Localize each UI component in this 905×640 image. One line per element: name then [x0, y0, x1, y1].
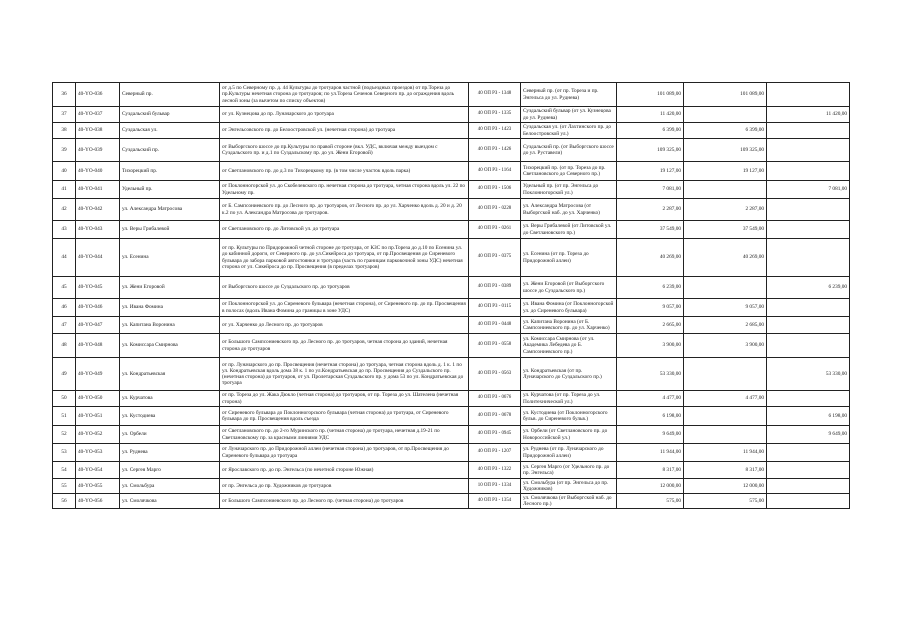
road-class-cell: 40 ОП РЗ - 1207: [469, 444, 521, 462]
total-area-cell: 53 330,00: [617, 358, 684, 391]
street-name-cell: ул. Комиссара Смирнова: [120, 334, 220, 358]
total-area-cell: 8 317,00: [617, 462, 684, 479]
street-name-cell: Северный пр.: [120, 83, 220, 107]
table-row: [53, 494, 850, 509]
total-area-cell: 2 287,00: [617, 199, 684, 221]
area-column-3-cell: 7 081,00: [767, 181, 850, 199]
row-number-cell: 43: [53, 221, 76, 239]
object-code-cell: 40-YO-048: [76, 334, 120, 358]
road-extent-cell: ул. Руднева (от пр. Луначарского до Придорожной аллеи): [521, 444, 617, 462]
row-number-cell: 38: [53, 123, 76, 139]
table-row: [53, 83, 850, 107]
object-code-cell: 40-YO-037: [76, 107, 120, 123]
row-number-cell: 51: [53, 407, 76, 426]
row-number-cell: 49: [53, 358, 76, 391]
object-code-cell: 40-YO-046: [76, 299, 120, 317]
row-number-cell: 50: [53, 391, 76, 407]
row-number-cell: 53: [53, 444, 76, 462]
object-code-cell: 40-YO-040: [76, 162, 120, 181]
object-code-cell: 40-YO-049: [76, 358, 120, 391]
row-number-cell: 44: [53, 239, 76, 277]
table-row: [53, 239, 850, 277]
area-description-cell: от пр. Энгельса до пр. Художников до тротуаров: [220, 479, 469, 494]
road-extent-cell: ул. Есенина (от пр. Тореза до Придорожной аллеи): [521, 239, 617, 277]
row-number-cell: 37: [53, 107, 76, 123]
road-extent-cell: ул. Орбели (от Светлановского пр. до Новороссийской ул.): [521, 426, 617, 444]
road-extent-cell: Суздальский пр. (от Выборгского шоссе до ул. Руставели): [521, 139, 617, 162]
area-column-3-cell: 11 420,00: [767, 107, 850, 123]
area-column-3-cell: [767, 83, 850, 107]
object-code-cell: 40-YO-045: [76, 277, 120, 299]
area-description-cell: от Энгельсовского пр. до Белоостровской ул. (нечетная сторона) до тротуара: [220, 123, 469, 139]
area-column-3-cell: [767, 139, 850, 162]
object-code-cell: 40-YO-050: [76, 391, 120, 407]
row-number-cell: 54: [53, 462, 76, 479]
area-column-2-cell: 8 317,00: [684, 462, 767, 479]
row-number-cell: 45: [53, 277, 76, 299]
area-column-2-cell: [684, 426, 767, 444]
street-name-cell: Суздальская ул.: [120, 123, 220, 139]
area-description-cell: от Большого Сампсониевского пр. до Лесного пр. до тротуаров, четная сторона до зданий, нечетная сторона до тротуаров: [220, 334, 469, 358]
street-name-cell: ул. Смольбура: [120, 479, 220, 494]
total-area-cell: 2 665,00: [617, 317, 684, 334]
area-column-3-cell: [767, 123, 850, 139]
object-code-cell: 40-YO-047: [76, 317, 120, 334]
total-area-cell: 6 198,00: [617, 407, 684, 426]
object-code-cell: 40-YO-051: [76, 407, 120, 426]
street-name-cell: ул. Веры Грибалевой: [120, 221, 220, 239]
table-body: [53, 83, 850, 509]
street-name-cell: ул. Кустодиева: [120, 407, 220, 426]
area-description-cell: от пр. Луначарского до пр. Просвещения (нечетная сторона) до тротуара, четная сторона вдоль д. 1 к. 1 по ул. Кондратьевская вдоль дома 38 к. 1 по ул.Кондратьевская до пр. Просвещения до Суздальского пр. (нечетная сторона) до тротуаров, от ул. Пролетарская Суздальского пр. у дома 53 по ул. Кондратьевская до тротуара: [220, 358, 469, 391]
road-extent-cell: ул. Ивана Фомина (от Поклонногорской ул. до Сиреневого бульвара): [521, 299, 617, 317]
area-column-3-cell: 9 649,00: [767, 426, 850, 444]
total-area-cell: 19 127,00: [617, 162, 684, 181]
area-description-cell: от Луначарского пр. до Придорожной аллеи (нечетная сторона) до тротуаров, от пр.Просвещения до Сиреневого бульвара до тротуара: [220, 444, 469, 462]
total-area-cell: 7 081,00: [617, 181, 684, 199]
street-name-cell: Удельный пр.: [120, 181, 220, 199]
row-number-cell: 36: [53, 83, 76, 107]
table-row: [53, 107, 850, 123]
area-column-2-cell: [684, 358, 767, 391]
area-column-3-cell: [767, 239, 850, 277]
road-extent-cell: ул. Кондратьевская (от пр. Луначарского до Суздальского пр.): [521, 358, 617, 391]
area-column-2-cell: 2 287,00: [684, 199, 767, 221]
area-column-2-cell: 2 685,00: [684, 317, 767, 334]
area-column-2-cell: 575,00: [684, 494, 767, 509]
area-column-2-cell: 9 057,00: [684, 299, 767, 317]
object-code-cell: 40-YO-054: [76, 462, 120, 479]
area-column-3-cell: [767, 462, 850, 479]
road-extent-cell: ул. Сергея Марго (от Удельного пр. до пр. Энгельса): [521, 462, 617, 479]
road-extent-cell: ул. Смолячкова (от Выборгской наб. до Лесного пр.): [521, 494, 617, 509]
total-area-cell: 6 399,00: [617, 123, 684, 139]
total-area-cell: 109 325,00: [617, 139, 684, 162]
road-extent-cell: Суздальская ул. (от Лахтинского пр. до Белоостровской ул.): [521, 123, 617, 139]
street-name-cell: Суздальский бульвар: [120, 107, 220, 123]
table-row: [53, 123, 850, 139]
area-column-2-cell: 12 000,00: [684, 479, 767, 494]
document-table-container: [52, 82, 849, 509]
object-code-cell: 40-YO-042: [76, 199, 120, 221]
area-column-2-cell: [684, 277, 767, 299]
area-description-cell: от пр. Культуры по Придорожной четной стороне до тротуара, от КЗС по пр.Тореза до д.10 по Есенина ул. до кабинной дороги, от Северного пр. до ул.Сикейроса до тротуара, от пр.Просвещения до Сиреневого бульвара до забора парковой автостоянки и тротуара (часть по границам парковочной зоны УДС) нечетная сторона от ул. Сикейроса до пр. Просвещения (в пределах тротуаров): [220, 239, 469, 277]
area-column-3-cell: 6 239,00: [767, 277, 850, 299]
table-row: [53, 299, 850, 317]
object-code-cell: 40-YO-043: [76, 221, 120, 239]
road-extent-cell: Северный пр. (от пр. Тореза и пр. Энгельса до ул. Руднева): [521, 83, 617, 107]
row-number-cell: 39: [53, 139, 76, 162]
street-name-cell: ул. Орбели: [120, 426, 220, 444]
row-number-cell: 56: [53, 494, 76, 509]
row-number-cell: 47: [53, 317, 76, 334]
road-class-cell: 40 ОП РЗ - 1426: [469, 139, 521, 162]
area-description-cell: от Выборгского шоссе до Суздальского пр. до тротуаров: [220, 277, 469, 299]
area-column-2-cell: [684, 107, 767, 123]
row-number-cell: 46: [53, 299, 76, 317]
road-class-cell: 10 ОП РЗ - 1334: [469, 479, 521, 494]
area-column-2-cell: 37 549,00: [684, 221, 767, 239]
total-area-cell: 40 269,00: [617, 239, 684, 277]
road-class-cell: 40 ОП РЗ - 1164: [469, 162, 521, 181]
row-number-cell: 52: [53, 426, 76, 444]
road-extent-cell: Суздальский бульвар (от ул. Кузнецова до ул. Руднева): [521, 107, 617, 123]
road-extent-cell: Тихорецкий пр. (от пр. Тореза до пр. Светлановского до Северного пр.): [521, 162, 617, 181]
total-area-cell: 11 944,00: [617, 444, 684, 462]
road-class-cell: 40 ОП РЗ - 0261: [469, 221, 521, 239]
table-row: [53, 181, 850, 199]
row-number-cell: 48: [53, 334, 76, 358]
area-column-3-cell: [767, 334, 850, 358]
area-column-2-cell: 19 127,00: [684, 162, 767, 181]
row-number-cell: 42: [53, 199, 76, 221]
street-name-cell: ул. Александра Матросова: [120, 199, 220, 221]
street-name-cell: ул. Руднева: [120, 444, 220, 462]
area-description-cell: от Большого Сампсониевского пр. до Лесного пр. (четная сторона) до тротуаров: [220, 494, 469, 509]
area-description-cell: от Сиреневого бульвара до Поклонногорского бульвара (четная сторона) до тротуара, от Сиреневого бульвара до пр. Просвещения вдоль съезда: [220, 407, 469, 426]
area-column-2-cell: [684, 407, 767, 426]
total-area-cell: 9 057,00: [617, 299, 684, 317]
road-extent-cell: ул. Веры Грибалевой (от Литовской ул. до Светлановского пр.): [521, 221, 617, 239]
area-description-cell: от пр. Тореза до ул. Жака Дюкло (четная сторона) до тротуаров, от пр. Тореза до ул. Шателена (нечетная сторона): [220, 391, 469, 407]
area-column-2-cell: 40 269,00: [684, 239, 767, 277]
street-name-cell: ул. Кондратьевская: [120, 358, 220, 391]
object-code-cell: 40-YO-055: [76, 479, 120, 494]
object-code-cell: 40-YO-056: [76, 494, 120, 509]
total-area-cell: 12 000,00: [617, 479, 684, 494]
object-code-cell: 40-YO-039: [76, 139, 120, 162]
total-area-cell: 11 420,00: [617, 107, 684, 123]
area-description-cell: от Светлановского пр. до 2-го Муринского пр. (четная сторона) до тротуара, нечетная д.19-21 по Светлановскому пр. за красными линиями УДС: [220, 426, 469, 444]
road-class-cell: 40 ОП РЗ - 0389: [469, 277, 521, 299]
street-name-cell: Тихорецкий пр.: [120, 162, 220, 181]
total-area-cell: 37 549,00: [617, 221, 684, 239]
area-column-3-cell: [767, 299, 850, 317]
table-row: [53, 317, 850, 334]
object-code-cell: 40-YO-036: [76, 83, 120, 107]
road-extent-cell: ул. Капитана Воронина (от Б. Сампсониевского пр. до ул. Харченко): [521, 317, 617, 334]
area-column-2-cell: [684, 181, 767, 199]
object-code-cell: 40-YO-041: [76, 181, 120, 199]
road-extent-cell: ул. Жени Егоровой (от Выборгского шоссе до Суздальского пр.): [521, 277, 617, 299]
table-row: [53, 462, 850, 479]
total-area-cell: 575,00: [617, 494, 684, 509]
table-row: [53, 444, 850, 462]
road-class-cell: 40 ОП РЗ - 1348: [469, 83, 521, 107]
row-number-cell: 41: [53, 181, 76, 199]
area-description-cell: от ул. Харченко до Лесного пр. до тротуаров: [220, 317, 469, 334]
area-description-cell: от Поклонногорской ул. до Скобелевского пр. нечетная сторона до тротуара, четная сторона вдоль ул. 22 по Удельному пр.: [220, 181, 469, 199]
road-extent-cell: ул. Комиссара Смирнова (от ул. Академика Лебедева до Б. Сампсониевского пр.): [521, 334, 617, 358]
table-row: [53, 479, 850, 494]
area-column-3-cell: [767, 444, 850, 462]
table-row: [53, 199, 850, 221]
street-name-cell: ул. Жени Егоровой: [120, 277, 220, 299]
street-name-cell: ул. Курчатова: [120, 391, 220, 407]
table-row: [53, 162, 850, 181]
road-class-cell: 40 ОП РЗ - 0678: [469, 407, 521, 426]
street-name-cell: ул. Ивана Фомина: [120, 299, 220, 317]
area-description-cell: от Ярославского пр. до пр. Энгельса (по нечетной стороне Южная): [220, 462, 469, 479]
road-class-cell: 40 ОП РЗ - 0676: [469, 391, 521, 407]
object-code-cell: 40-YO-052: [76, 426, 120, 444]
total-area-cell: 9 649,00: [617, 426, 684, 444]
object-code-cell: 40-YO-053: [76, 444, 120, 462]
road-class-cell: 40 ОП РЗ - 0115: [469, 299, 521, 317]
area-column-3-cell: [767, 494, 850, 509]
area-description-cell: от Поклонногорской ул. до Сиреневого бульвара (нечетная сторона), от Сиреневого пр. до пр. Просвещения в полосах (вдоль Ивана Фомина до границы в зоне УДС): [220, 299, 469, 317]
total-area-cell: 101 089,00: [617, 83, 684, 107]
road-class-cell: 40 ОП РЗ - 0945: [469, 426, 521, 444]
road-class-cell: 40 ОП РЗ - 0375: [469, 239, 521, 277]
area-description-cell: от Светлановского пр. до Литовской ул. до тротуара: [220, 221, 469, 239]
area-column-2-cell: 101 089,00: [684, 83, 767, 107]
row-number-cell: 55: [53, 479, 76, 494]
road-class-cell: 40 ОП РЗ - 1354: [469, 494, 521, 509]
road-extent-cell: ул. Смольбура (от пр. Энгельса до пр. Художников): [521, 479, 617, 494]
total-area-cell: 4 477,00: [617, 391, 684, 407]
road-class-cell: 40 ОП РЗ - 1506: [469, 181, 521, 199]
road-class-cell: 40 ОП РЗ - 0448: [469, 317, 521, 334]
table-row: [53, 391, 850, 407]
object-code-cell: 40-YO-038: [76, 123, 120, 139]
area-column-3-cell: [767, 479, 850, 494]
road-class-cell: 40 ОП РЗ - 0558: [469, 334, 521, 358]
area-description-cell: от Б. Сампсониевского пр. до Лесного пр. до тротуаров, от Лесного пр. до ул. Харченко вдоль д. 20 и д. 20 к.2 по ул. Александра Матросова до тротуаров.: [220, 199, 469, 221]
road-class-cell: 40 ОП РЗ - 0228: [469, 199, 521, 221]
total-area-cell: 3 900,00: [617, 334, 684, 358]
area-column-3-cell: [767, 391, 850, 407]
area-column-3-cell: 53 330,00: [767, 358, 850, 391]
area-description-cell: от д.5 по Северному пр. д. 44 Культуры до тротуаров частной (подъездных проездов) от пр.Тореза до пр.Культуры нечетная сторона до тротуаров; по ул.Тореза Сеченов Северного пр. до ограждения вдоль лесной зоны (за вычетом по списку объектов): [220, 83, 469, 107]
road-class-cell: 40 ОП РЗ - 1335: [469, 107, 521, 123]
area-column-3-cell: [767, 199, 850, 221]
table-row: [53, 358, 850, 391]
area-column-3-cell: 6 198,00: [767, 407, 850, 426]
road-extent-cell: ул. Александра Матросова (от Выборгской наб. до ул. Харченко): [521, 199, 617, 221]
area-description-cell: от Выборгского шоссе до пр.Культуры по правой стороне (вкл. УДС, включая между выездом с Суздальского пр. и д.1 по Суздальскому пр. до ул. Жени Егоровой): [220, 139, 469, 162]
road-extent-cell: ул. Курчатова (от пр. Тореза до ул. Политехнической ул.): [521, 391, 617, 407]
area-column-3-cell: [767, 162, 850, 181]
area-column-2-cell: 6 399,00: [684, 123, 767, 139]
street-name-cell: Суздальский пр.: [120, 139, 220, 162]
area-column-3-cell: [767, 221, 850, 239]
road-extent-cell: ул. Кустодиева (от Поклонногорского бульв. до Сиреневого бульв.): [521, 407, 617, 426]
area-column-3-cell: [767, 317, 850, 334]
table-row: [53, 221, 850, 239]
area-description-cell: от ул. Кузнецова до пр. Луначарского до тротуара: [220, 107, 469, 123]
street-name-cell: ул. Есенина: [120, 239, 220, 277]
table-row: [53, 277, 850, 299]
area-description-cell: от Светлановского пр. до д.3 по Тихорецкому пр. (в том числе участок вдоль парка): [220, 162, 469, 181]
road-class-cell: 40 ОП РЗ - 1322: [469, 462, 521, 479]
area-column-2-cell: 3 900,00: [684, 334, 767, 358]
area-column-2-cell: 11 944,00: [684, 444, 767, 462]
area-column-2-cell: 4 477,00: [684, 391, 767, 407]
table-row: [53, 334, 850, 358]
road-class-cell: 40 ОП РЗ - 0563: [469, 358, 521, 391]
street-name-cell: ул. Сергея Марго: [120, 462, 220, 479]
road-class-cell: 40 ОП РЗ - 1423: [469, 123, 521, 139]
street-name-cell: ул. Смолячкова: [120, 494, 220, 509]
row-number-cell: 40: [53, 162, 76, 181]
object-code-cell: 40-YO-044: [76, 239, 120, 277]
road-extent-cell: Удельный пр. (от пр. Энгельса до Поклонногорской ул.): [521, 181, 617, 199]
total-area-cell: 6 239,00: [617, 277, 684, 299]
table-row: [53, 139, 850, 162]
street-name-cell: ул. Капитана Воронина: [120, 317, 220, 334]
area-column-2-cell: 109 325,00: [684, 139, 767, 162]
table-row: [53, 407, 850, 426]
table-row: [53, 426, 850, 444]
roads-table: [52, 82, 850, 509]
